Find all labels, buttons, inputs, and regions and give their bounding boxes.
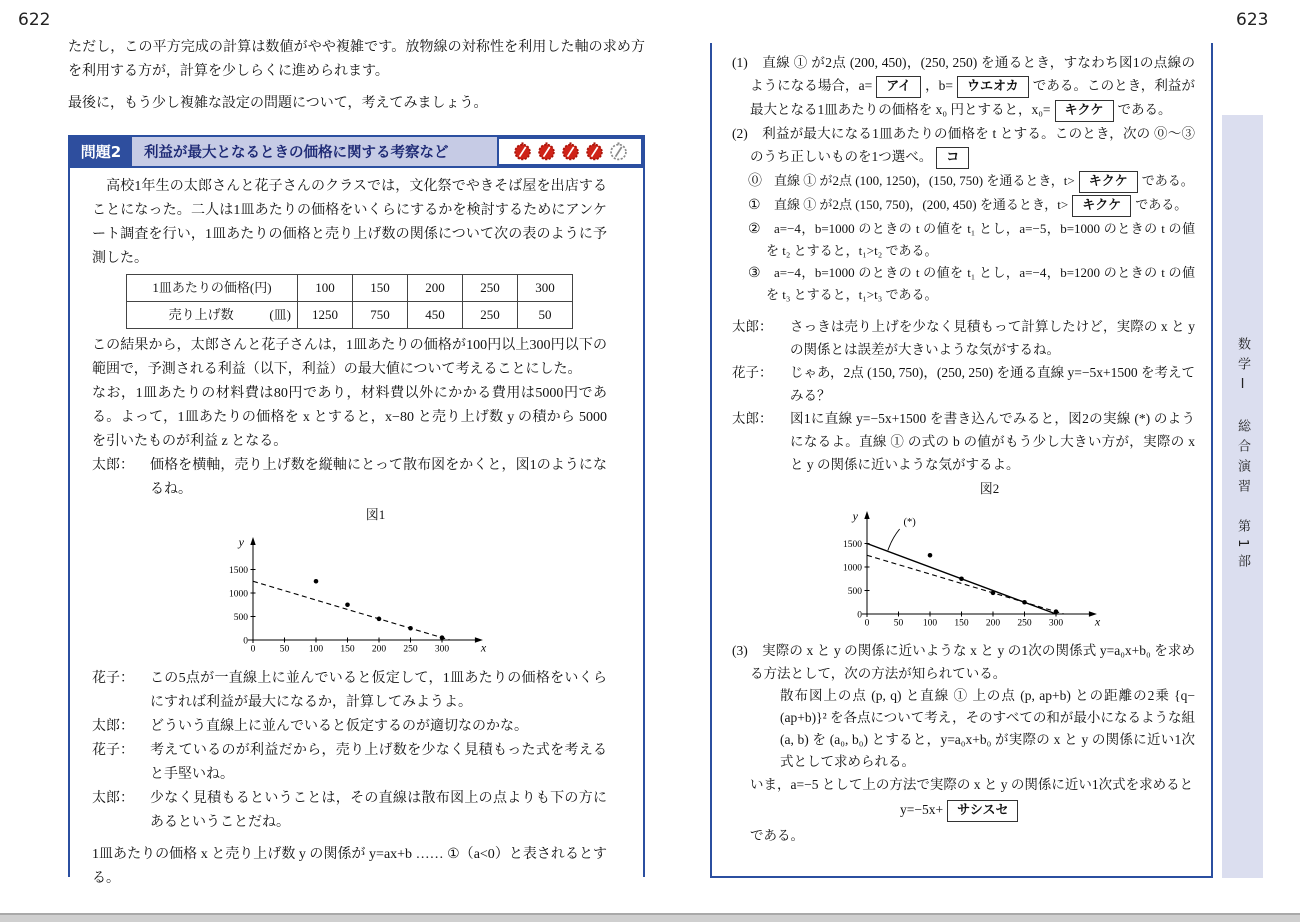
- paragraph: 高校1年生の太郎さんと花子さんのクラスでは，文化祭でやきそば屋を出店することになった。二人は1皿あたりの価格をいくらにするかを検討するためにアンケート調査を行い，1皿あたりの価格と売り上げ数の関係について次の表のように予測した。: [92, 179, 607, 266]
- answer-box: アイ: [876, 76, 921, 98]
- option-text: である。: [1141, 173, 1194, 188]
- sidebar-label: 数学Ⅰ 総合演習 第1部: [1235, 337, 1250, 575]
- difficulty-clock-icon: [512, 141, 533, 162]
- dialog-speaker: 太郎：: [92, 791, 134, 806]
- problem-title: 利益が最大となるときの価格に関する考察など: [144, 145, 449, 161]
- option-text: 直線 ① が2点 (150, 750)，(200, 450) を通るとき，t>: [774, 197, 1069, 212]
- svg-text:0: 0: [864, 618, 869, 629]
- dialog-speaker: 花子：: [732, 365, 773, 380]
- dialog-text: この5点が一直線上に並んでいると仮定して，1皿あたりの価格をいくらにすれば利益が最大になるか，計算してみようよ。: [150, 671, 607, 710]
- option-text: 直線 ① が2点 (100, 1250)，(150, 750) を通るとき，t>: [774, 173, 1075, 188]
- svg-text:1500: 1500: [842, 539, 862, 550]
- svg-text:300: 300: [1048, 618, 1063, 629]
- paragraph: なお，1皿あたりの材料費は80円であり，材料費以外にかかる費用は5000円である。よって，1皿あたりの価格を x とすると，x−80 と売り上げ数 y の積から 5000 を引いたものが利益 z となる。: [92, 386, 607, 449]
- figure-1: [92, 506, 607, 665]
- problem-label: 問題2: [70, 137, 132, 166]
- problem-body: [70, 168, 643, 891]
- question-number: (3): [732, 643, 748, 658]
- table-cell: 300: [518, 275, 573, 302]
- figure-1-title: 図1: [365, 507, 386, 522]
- question-text: 実際の x と y の関係に近いような x と y の1次の関係式 y=a₀x+b₀ を求める方法として，次の方法が知られている。: [750, 643, 1195, 681]
- figure-2: [732, 480, 1195, 637]
- dialog-text: 考えているのが利益だから，売り上げ数を少なく見積もった式を考えると手堅いね。: [150, 743, 607, 782]
- svg-text:50: 50: [279, 644, 289, 655]
- table-cell: 売り上げ数 (皿): [127, 302, 298, 329]
- svg-text:x: x: [480, 640, 486, 655]
- svg-text:x: x: [1094, 614, 1100, 629]
- difficulty-clock-icon: [536, 141, 557, 162]
- equation-text: y=−5x+: [900, 802, 944, 817]
- option-item-3: [732, 262, 1195, 305]
- table-cell: 150: [353, 275, 408, 302]
- question-text: である。: [750, 828, 804, 843]
- answer-box: キクケ: [1072, 195, 1131, 217]
- question-2: [732, 122, 1195, 169]
- option-number: ②: [748, 222, 761, 237]
- problem-box: [68, 135, 645, 886]
- question-number: (1): [732, 55, 748, 70]
- dialog-text: 図1に直線 y=−5x+1500 を書き込んでみると，図2の実線 (*) のようになるよ。直線 ① の式の b の値がもう少し大きい方が，実際の x と y の関係に近いような気がするよ。: [790, 411, 1195, 472]
- page-number-left: 622: [18, 10, 51, 30]
- paragraph: 1皿あたりの価格 x と売り上げ数 y の関係が y=ax+b …… ①（a<0）と表されるとする。: [92, 847, 607, 886]
- option-number: ⓪: [748, 174, 762, 189]
- difficulty-clock-icon: [560, 141, 581, 162]
- option-text: a=−4，b=1000 のときの t の値を t₁ とし，a=−4，b=1200 のときの t の値を t₃ とすると，t₁>t₃ である。: [766, 265, 1195, 302]
- option-item-2: [732, 218, 1195, 261]
- dialog-speaker: 太郎：: [92, 719, 134, 734]
- prediction-table: [126, 274, 573, 329]
- sidebar-band: [1222, 115, 1263, 878]
- svg-text:50: 50: [893, 618, 903, 629]
- svg-text:0: 0: [242, 636, 248, 647]
- table-cell: 1皿あたりの価格(円): [127, 275, 298, 302]
- table-cell: 100: [298, 275, 353, 302]
- svg-text:1000: 1000: [228, 589, 248, 600]
- intro-paragraph-1: ただし，この平方完成の計算は数値がやや複雑です。放物線の対称性を利用した軸の求め方を利用する方が，計算を少しらくに進められます。: [68, 40, 645, 79]
- svg-text:0: 0: [856, 610, 862, 621]
- table-cell: 1250: [298, 302, 353, 329]
- option-item-1: [732, 194, 1195, 217]
- answer-box: キクケ: [1055, 100, 1114, 122]
- problem-title-bar: [70, 137, 643, 168]
- question-text: ，b=: [925, 78, 954, 93]
- svg-text:(*): (*): [903, 517, 916, 528]
- svg-text:1000: 1000: [842, 563, 862, 574]
- question-text: である。: [1117, 102, 1172, 117]
- answer-box: キクケ: [1079, 171, 1138, 193]
- svg-text:500: 500: [233, 612, 248, 623]
- answer-box: サシスセ: [947, 800, 1018, 822]
- dialog-line: [92, 667, 607, 715]
- table-row: [127, 275, 573, 302]
- method-description: 散布図上の点 (p, q) と直線 ① 上の点 (p, ap+b) との距離の2乗 {q−(ap+b)}² を各点について考え，そのすべての和が最小になるような組 (a, b) を (a₀, b₀) とすると，y=a₀x+b₀ が実際の x と y の関係に近い1次式として求められる。: [780, 688, 1195, 769]
- option-text: a=−4，b=1000 のときの t の値を t₁ とし，a=−5，b=1000 のときの t の値を t₂ とすると，t₁>t₂ である。: [766, 221, 1195, 258]
- option-number: ③: [748, 266, 761, 281]
- svg-text:200: 200: [985, 618, 1000, 629]
- difficulty-clock-icon: [608, 141, 629, 162]
- right-page-box: [710, 43, 1213, 878]
- table-cell: 200: [408, 275, 463, 302]
- dialog-line: [92, 739, 607, 787]
- figure-2-chart: [819, 498, 1109, 630]
- dialog-line: [92, 715, 607, 739]
- svg-text:150: 150: [339, 644, 355, 655]
- question-1: [732, 51, 1195, 122]
- dialog-text: さっきは売り上げを少なく見積もって計算したけど，実際の x と y の関係とは誤差が大きいような気がするね。: [790, 319, 1195, 357]
- svg-text:150: 150: [953, 618, 969, 629]
- figure-2-title: 図2: [979, 481, 1000, 496]
- dialog-speaker: 花子：: [92, 671, 134, 686]
- question-text: 利益が最大になる1皿あたりの価格を t とする。このとき，次の ⓪～③ のうち正しいものを1つ選べ。: [750, 126, 1195, 164]
- option-item-0: [732, 170, 1195, 193]
- svg-text:250: 250: [402, 644, 418, 655]
- dialog-line: [732, 315, 1195, 361]
- dialog-speaker: 太郎：: [92, 458, 134, 473]
- dialog-line: [92, 787, 607, 835]
- bottom-bar: [0, 913, 1300, 922]
- intro-paragraph-2: 最後に，もう少し複雑な設定の問題について，考えてみましょう。: [68, 96, 488, 111]
- answer-box: ウエオカ: [957, 76, 1029, 98]
- table-row: [127, 302, 573, 329]
- dialog-line: [732, 361, 1195, 407]
- dialog-speaker: 太郎：: [732, 411, 773, 426]
- answer-box: コ: [936, 147, 969, 169]
- table-cell: 750: [353, 302, 408, 329]
- question-text: 直線 ① が2点 (200, 450)，(250, 250) を通るとき，すなわち図1の点線のようになる場合，a=: [750, 55, 1195, 93]
- svg-text:y: y: [238, 535, 244, 549]
- question-text: いま，a=−5 として上の方法で実際の x と y の関係に近い1次式を求めると: [750, 777, 1194, 792]
- svg-text:200: 200: [371, 644, 386, 655]
- question-number: (2): [732, 126, 748, 141]
- svg-text:100: 100: [922, 618, 937, 629]
- option-text: である。: [1135, 197, 1188, 212]
- svg-text:100: 100: [308, 644, 323, 655]
- table-cell: 450: [408, 302, 463, 329]
- dialog-text: 少なく見積もるということは，その直線は散布図上の点よりも下の方にあるということだね。: [150, 791, 607, 830]
- dialog-text: じゃあ，2点 (150, 750)，(250, 250) を通る直線 y=−5x+1500 を考えてみる？: [790, 365, 1195, 403]
- dialog-line: [92, 454, 607, 502]
- dialog-speaker: 花子：: [92, 743, 134, 758]
- svg-text:y: y: [852, 509, 858, 523]
- svg-text:500: 500: [847, 586, 862, 597]
- question-text: である。このとき，利益が最大となる1皿あたりの価格を x₀ 円とすると，x₀=: [750, 78, 1195, 117]
- table-cell: 250: [463, 275, 518, 302]
- dialog-text: どういう直線上に並んでいると仮定するのが適切なのかな。: [150, 719, 528, 734]
- dialog-text: 価格を横軸，売り上げ数を縦軸にとって散布図をかくと，図1のようになるね。: [150, 458, 607, 497]
- dialog-speaker: 太郎：: [732, 319, 773, 334]
- table-cell: 50: [518, 302, 573, 329]
- equation-line: [900, 798, 1195, 822]
- question-3: [732, 639, 1195, 847]
- table-cell: 250: [463, 302, 518, 329]
- paragraph: この結果から，太郎さんと花子さんは，1皿あたりの価格が100円以上300円以下の範囲で，予測される利益（以下，利益）の最大値について考えることにした。: [92, 338, 607, 377]
- svg-text:1500: 1500: [228, 565, 248, 576]
- option-number: ①: [748, 198, 761, 213]
- figure-1-chart: [205, 524, 495, 656]
- dialog-line: [732, 407, 1195, 476]
- difficulty-clock-icon: [584, 141, 605, 162]
- difficulty-icons: [497, 137, 643, 166]
- page-number-right: 623: [1236, 10, 1269, 30]
- svg-text:250: 250: [1016, 618, 1032, 629]
- svg-text:0: 0: [250, 644, 255, 655]
- svg-text:300: 300: [434, 644, 449, 655]
